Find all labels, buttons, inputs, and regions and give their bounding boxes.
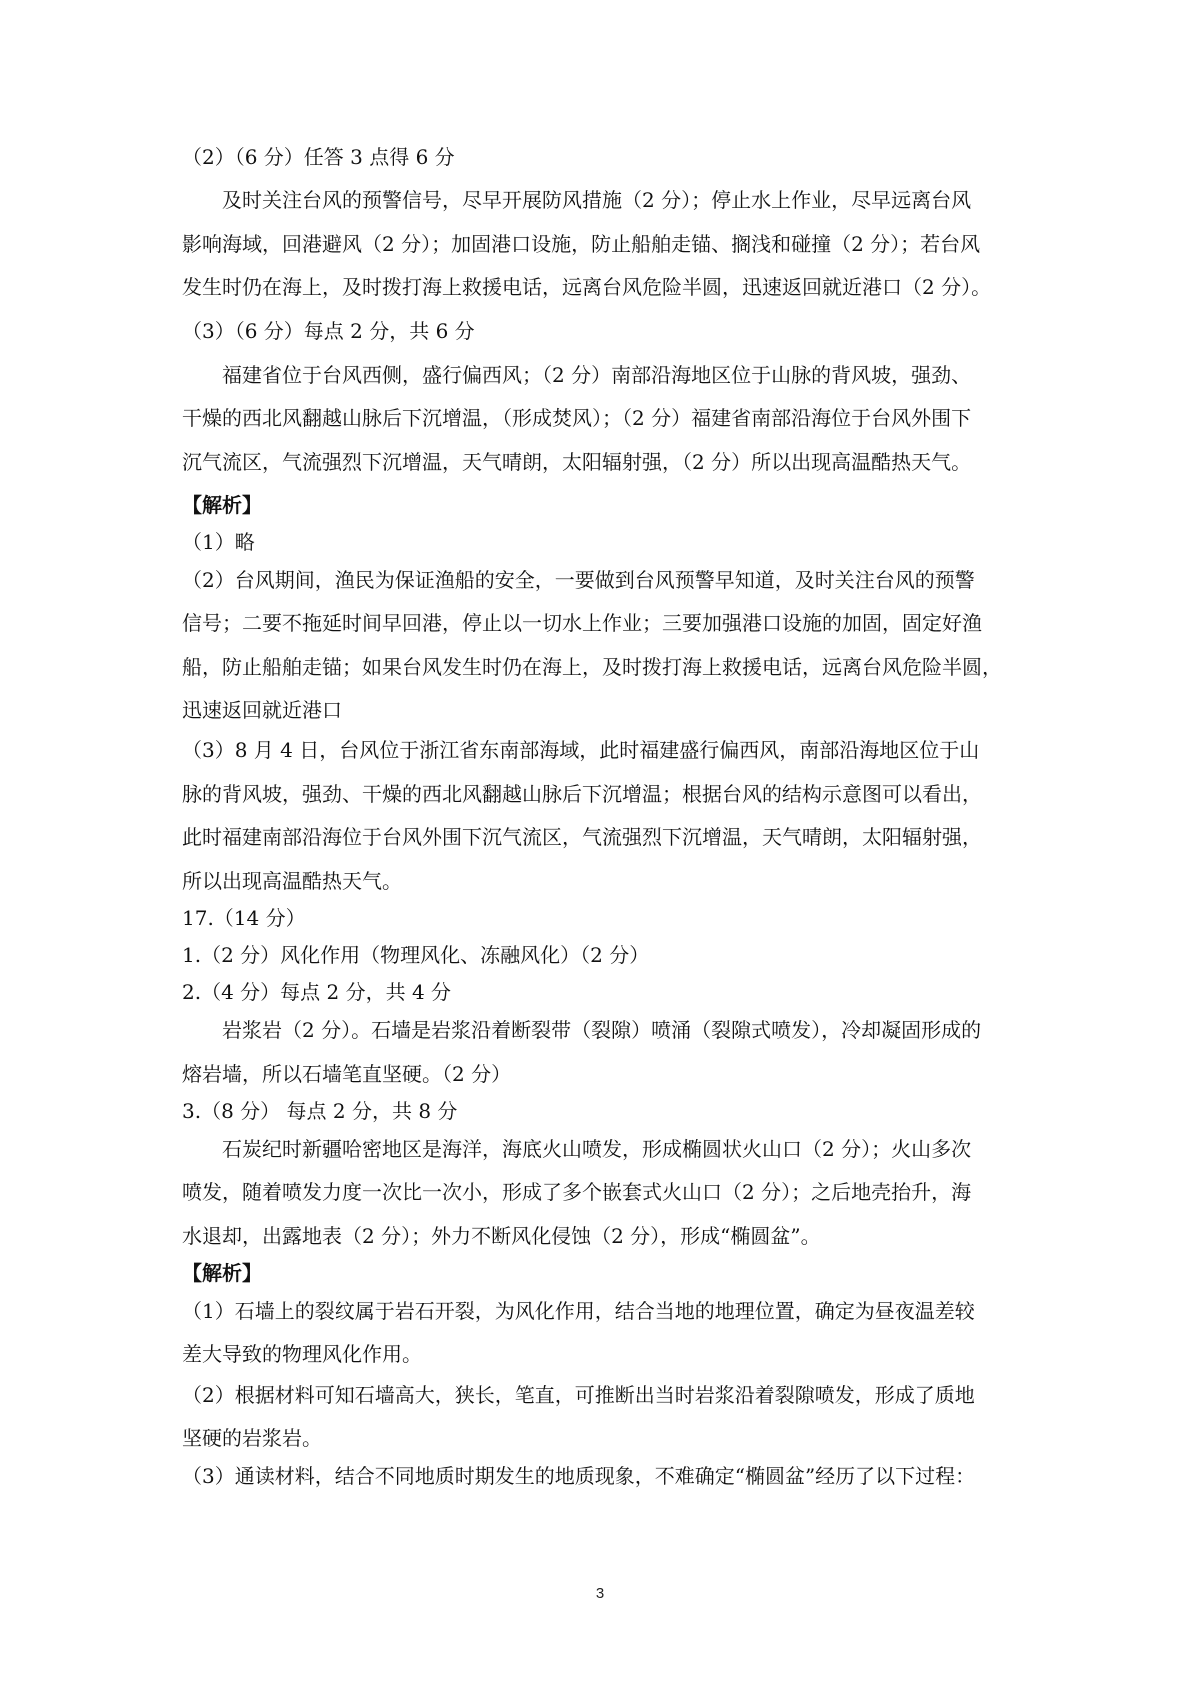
text-line: 此时福建南部沿海位于台风外围下沉气流区，气流强烈下沉增温，天气晴朗，太阳辐射强， — [182, 825, 982, 849]
text-line: 差大导致的物理风化作用。 — [182, 1342, 422, 1366]
text-line: 17.（14 分） — [182, 906, 306, 930]
text-line: 3.（8 分） 每点 2 分，共 8 分 — [182, 1099, 458, 1123]
text-line: 水退却，出露地表（2 分）；外力不断风化侵蚀（2 分），形成“椭圆盆”。 — [182, 1224, 821, 1248]
text-line: 2.（4 分）每点 2 分，共 4 分 — [182, 980, 452, 1004]
text-line: 石炭纪时新疆哈密地区是海洋，海底火山喷发，形成椭圆状火山口（2 分）；火山多次 — [222, 1137, 972, 1161]
section-heading: 【解析】 — [182, 493, 262, 517]
text-line: 发生时仍在海上，及时拨打海上救援电话，远离台风危险半圆，迅速返回就近港口（2 分）。 — [182, 275, 992, 299]
text-line: 及时关注台风的预警信号，尽早开展防风措施（2 分）；停止水上作业，尽早远离台风 — [222, 188, 972, 212]
text-line: 信号；二要不拖延时间早回港，停止以一切水上作业；三要加强港口设施的加固，固定好渔 — [182, 611, 982, 635]
text-line: 岩浆岩（2 分）。石墙是岩浆沿着断裂带（裂隙）喷涌（裂隙式喷发），冷却凝固形成的 — [222, 1018, 982, 1042]
text-line: （2）根据材料可知石墙高大，狭长，笔直，可推断出当时岩浆沿着裂隙喷发，形成了质地 — [182, 1383, 975, 1407]
text-line: （2）（6 分）任答 3 点得 6 分 — [182, 145, 455, 169]
text-line: 喷发，随着喷发力度一次比一次小，形成了多个嵌套式火山口（2 分）；之后地壳抬升，海 — [182, 1180, 972, 1204]
text-line: （3）通读材料，结合不同地质时期发生的地质现象，不难确定“椭圆盆”经历了以下过程： — [182, 1464, 976, 1488]
text-line: 所以出现高温酷热天气。 — [182, 869, 402, 893]
text-line: 影响海域，回港避风（2 分）；加固港口设施，防止船舶走锚、搁浅和碰撞（2 分）；若台风 — [182, 232, 981, 256]
text-line: 1.（2 分）风化作用（物理风化、冻融风化）（2 分） — [182, 943, 650, 967]
text-line: （1）略 — [182, 530, 255, 554]
text-line: （3）（6 分）每点 2 分，共 6 分 — [182, 319, 475, 343]
text-line: 熔岩墙，所以石墙笔直坚硬。（2 分） — [182, 1062, 512, 1086]
text-line: 坚硬的岩浆岩。 — [182, 1426, 322, 1450]
text-line: 沉气流区，气流强烈下沉增温，天气晴朗，太阳辐射强，（2 分）所以出现高温酷热天气。 — [182, 450, 972, 474]
text-line: 脉的背风坡，强劲、干燥的西北风翻越山脉后下沉增温；根据台风的结构示意图可以看出， — [182, 782, 982, 806]
text-line: （3）8 月 4 日，台风位于浙江省东南部海域，此时福建盛行偏西风，南部沿海地区位于山 — [182, 738, 980, 762]
page-number: 3 — [595, 1585, 605, 1602]
section-heading: 【解析】 — [182, 1261, 262, 1285]
text-line: 干燥的西北风翻越山脉后下沉增温，（形成焚风）；（2 分）福建省南部沿海位于台风外围下 — [182, 406, 972, 430]
text-line: 迅速返回就近港口 — [182, 698, 342, 722]
text-line: 福建省位于台风西侧，盛行偏西风；（2 分）南部沿海地区位于山脉的背风坡，强劲、 — [222, 363, 972, 387]
text-line: （1）石墙上的裂纹属于岩石开裂，为风化作用，结合当地的地理位置，确定为昼夜温差较 — [182, 1299, 975, 1323]
text-line: 船，防止船舶走锚；如果台风发生时仍在海上，及时拨打海上救援电话，远离台风危险半圆， — [182, 655, 1002, 679]
text-line: （2）台风期间，渔民为保证渔船的安全，一要做到台风预警早知道，及时关注台风的预警 — [182, 568, 975, 592]
